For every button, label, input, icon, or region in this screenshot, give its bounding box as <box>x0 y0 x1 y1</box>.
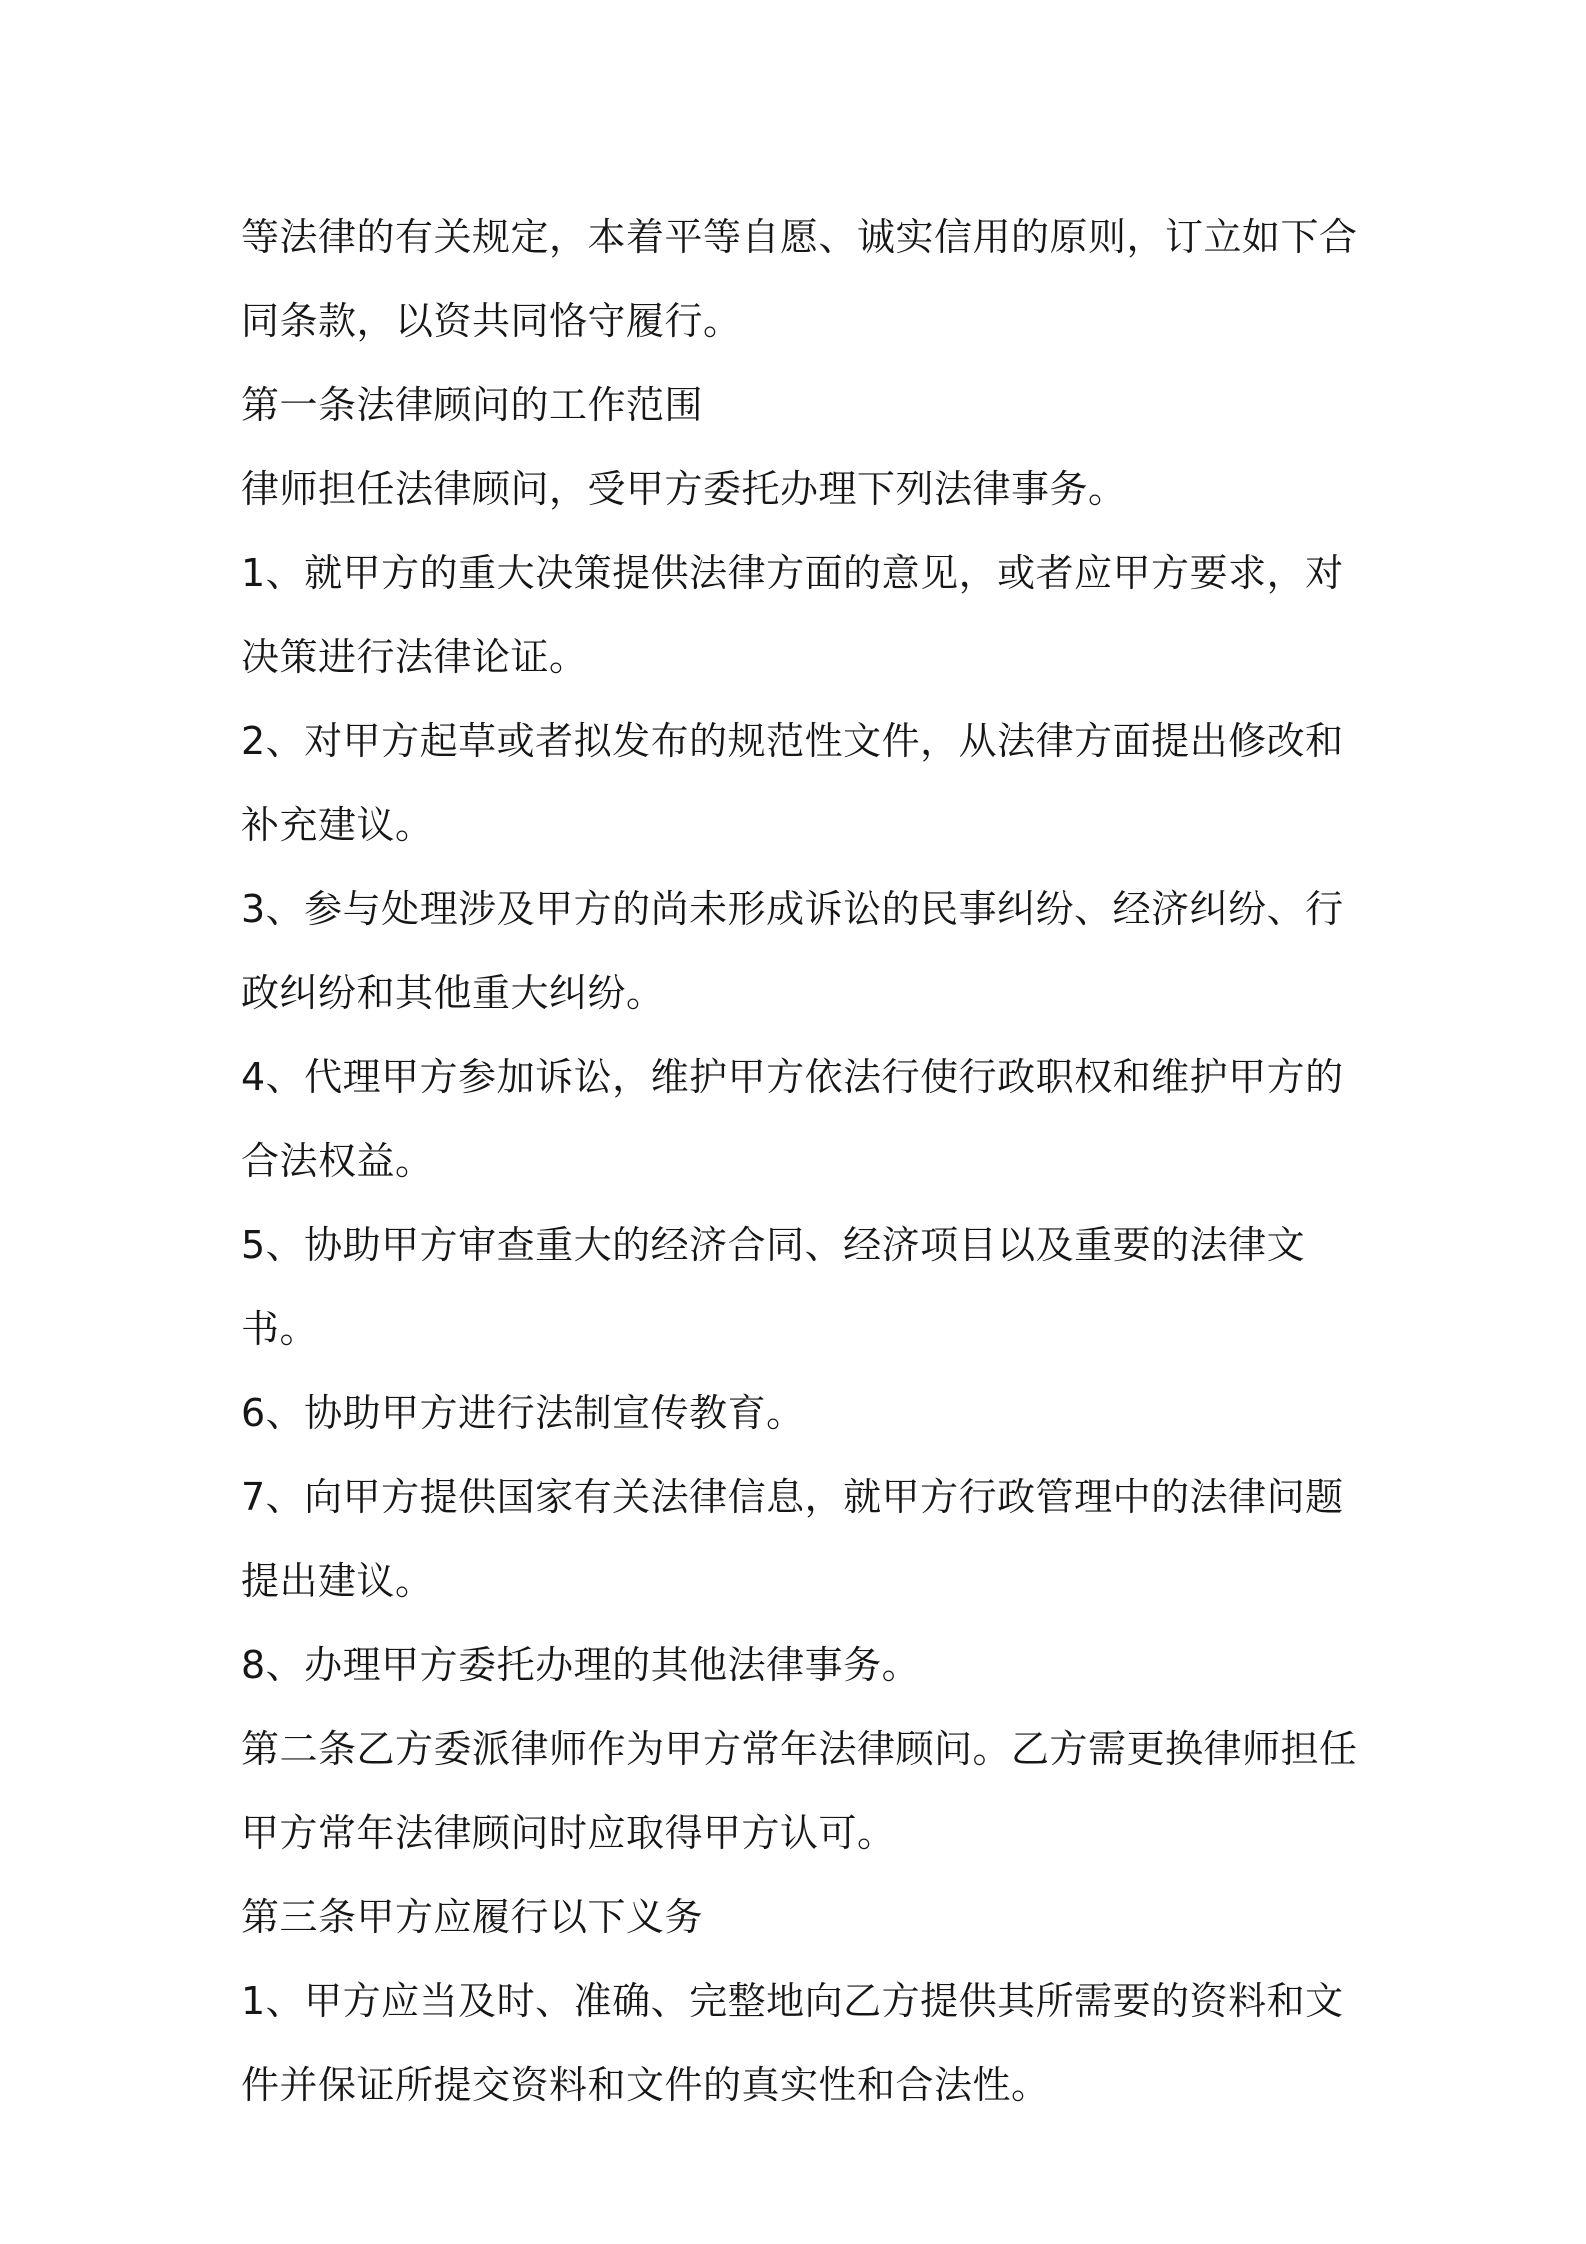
list-item-6: 6、协助甲方进行法制宣传教育。 <box>241 1391 805 1435</box>
heading-article-3: 第三条甲方应履行以下义务 <box>241 1895 704 1939</box>
list-item-1: 1、就甲方的重大决策提供法律方面的意见，或者应甲方要求，对决策进行法律论证。 <box>241 551 1344 679</box>
list-item-7: 7、向甲方提供国家有关法律信息，就甲方行政管理中的法律问题提出建议。 <box>241 1475 1344 1603</box>
article-3-item-1: 1、甲方应当及时、准确、完整地向乙方提供其所需要的资料和文件并保证所提交资料和文件的真实性和合法性。 <box>241 1979 1344 2107</box>
document-body <box>241 195 1359 2127</box>
heading-article-1: 第一条法律顾问的工作范围 <box>241 383 704 427</box>
list-item-3: 3、参与处理涉及甲方的尚未形成诉讼的民事纠纷、经济纠纷、行政纠纷和其他重大纠纷。 <box>241 887 1344 1015</box>
list-item-2: 2、对甲方起草或者拟发布的规范性文件，从法律方面提出修改和补充建议。 <box>241 719 1344 847</box>
list-item-8: 8、办理甲方委托办理的其他法律事务。 <box>241 1643 921 1687</box>
paragraph-article-2: 第二条乙方委派律师作为甲方常年法律顾问。乙方需更换律师担任甲方常年法律顾问时应取得甲方认可。 <box>241 1727 1358 1855</box>
list-item-4: 4、代理甲方参加诉讼，维护甲方依法行使行政职权和维护甲方的合法权益。 <box>241 1055 1344 1183</box>
list-item-5: 5、协助甲方审查重大的经济合同、经济项目以及重要的法律文书。 <box>241 1223 1306 1351</box>
paragraph-preamble: 等法律的有关规定，本着平等自愿、诚实信用的原则，订立如下合同条款，以资共同恪守履行。 <box>241 215 1358 343</box>
paragraph-article-1-intro: 律师担任法律顾问，受甲方委托办理下列法律事务。 <box>241 467 1127 511</box>
